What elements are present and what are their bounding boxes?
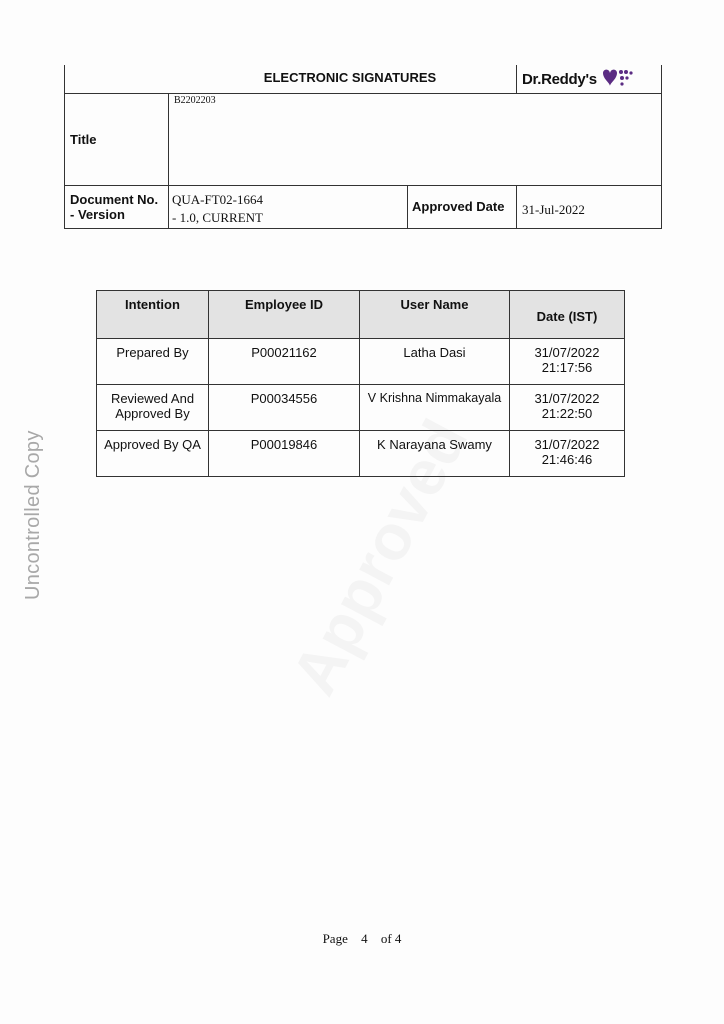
date-cell: 31/07/2022 21:46:46 — [510, 431, 625, 477]
dr-reddys-logo — [516, 66, 662, 92]
user-name-cell: K Narayana Swamy — [360, 431, 510, 477]
date-cell: 31/07/2022 21:17:56 — [510, 339, 625, 385]
user-name-cell: Latha Dasi — [360, 339, 510, 385]
column-header-date: Date (IST) — [510, 291, 625, 339]
uncontrolled-copy-watermark: Uncontrolled Copy — [22, 430, 44, 600]
column-header-employee-id: Employee ID — [209, 291, 360, 339]
document-number-value: QUA-FT02-1664 - 1.0, CURRENT — [172, 192, 263, 225]
intention-cell: Approved By QA — [97, 431, 209, 477]
column-header-user-name: User Name — [360, 291, 510, 339]
page-word: Page — [322, 931, 348, 946]
document-number-label: Document No. - Version — [70, 192, 159, 222]
intention-cell: Prepared By — [97, 339, 209, 385]
page-of-total: of 4 — [380, 931, 402, 946]
table-header-row — [97, 291, 625, 339]
employee-id-cell: P00019846 — [209, 431, 360, 477]
table-row — [97, 431, 625, 477]
header-title: ELECTRONIC SIGNATURES — [263, 70, 437, 85]
column-header-intention: Intention — [97, 291, 209, 339]
table-row — [97, 339, 625, 385]
approved-date-value: 31-Jul-2022 — [522, 202, 585, 217]
approved-date-label: Approved Date — [412, 199, 505, 214]
page-number: 4 — [361, 931, 368, 946]
logo-text: Dr.Reddy's — [522, 70, 597, 88]
title-label: Title — [70, 132, 97, 147]
intention-cell: Reviewed And Approved By — [97, 385, 209, 431]
logo-mark-icon — [600, 67, 634, 91]
title-value: B2202203 — [174, 95, 216, 106]
page-footer — [0, 931, 724, 947]
signatures-table — [96, 290, 625, 477]
employee-id-cell: P00034556 — [209, 385, 360, 431]
date-cell: 31/07/2022 21:22:50 — [510, 385, 625, 431]
user-name-cell: V Krishna Nimmakayala — [360, 385, 510, 431]
employee-id-cell: P00021162 — [209, 339, 360, 385]
table-row — [97, 385, 625, 431]
